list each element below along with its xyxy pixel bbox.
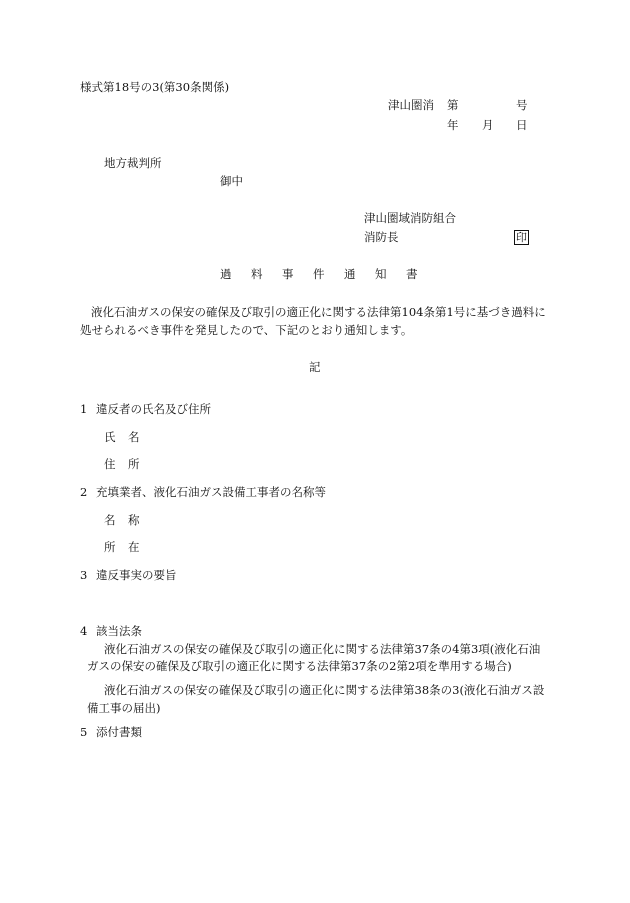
doc-title-char: 通	[344, 267, 356, 281]
item-2-title: 充填業者、液化石油ガス設備工事者の名称等	[96, 485, 326, 499]
date-day: 日	[516, 118, 528, 132]
office-code: 津山圏消	[388, 98, 434, 112]
number-suffix: 号	[516, 98, 528, 112]
date-year: 年	[447, 118, 459, 132]
item-1-name-label-b: 名	[128, 430, 140, 444]
item-5-number: 5	[80, 725, 88, 739]
doc-title-char: 知	[375, 267, 387, 281]
item-4-law-2-line-2: 備工事の届出)	[87, 701, 161, 715]
item-5-title: 添付書類	[96, 725, 142, 739]
sender-title: 消防長	[364, 230, 399, 244]
item-1-number: 1	[80, 402, 88, 416]
seal-mark	[514, 230, 529, 245]
item-2-number: 2	[80, 485, 88, 499]
item-2-location-label-b: 在	[128, 540, 140, 554]
item-1-address-label-a: 住	[104, 457, 116, 471]
item-3-title: 違反事実の要旨	[96, 568, 177, 582]
item-3-number: 3	[80, 568, 88, 582]
item-1-name-label-a: 氏	[104, 430, 116, 444]
item-2-name-label-b: 称	[128, 513, 140, 527]
recipient-court: 地方裁判所	[104, 156, 162, 170]
item-2-name-label-a: 名	[104, 513, 116, 527]
date-month: 月	[482, 118, 494, 132]
item-2-location-label-a: 所	[104, 540, 116, 554]
doc-title-char: 件	[313, 267, 325, 281]
ki-heading: 記	[309, 360, 321, 374]
item-4-law-1-line-1: 液化石油ガスの保安の確保及び取引の適正化に関する法律第37条の4第3項(液化石油	[104, 642, 541, 656]
item-4-law-1-line-2: ガスの保安の確保及び取引の適正化に関する法律第37条の2第2項を準用する場合)	[87, 659, 512, 673]
doc-title-char: 書	[406, 267, 418, 281]
number-prefix: 第	[447, 98, 459, 112]
item-4-title: 該当法条	[96, 624, 142, 638]
form-number: 様式第18号の3(第30条関係)	[80, 80, 230, 94]
doc-title-char: 事	[282, 267, 294, 281]
seal-text: 印	[516, 231, 527, 244]
item-4-law-2-line-1: 液化石油ガスの保安の確保及び取引の適正化に関する法律第38条の3(液化石油ガス設	[104, 683, 545, 697]
intro-line-2: 処せられるべき事件を発見したので、下記のとおり通知します。	[80, 323, 413, 337]
recipient-onchu: 御中	[220, 174, 243, 188]
doc-title-char: 過	[220, 267, 232, 281]
intro-line-1: 液化石油ガスの保安の確保及び取引の適正化に関する法律第104条第1号に基づき過料に	[91, 305, 546, 319]
item-1-title: 違反者の氏名及び住所	[96, 402, 211, 416]
item-4-number: 4	[80, 624, 88, 638]
doc-title-char: 料	[251, 267, 263, 281]
item-1-address-label-b: 所	[128, 457, 140, 471]
sender-organization: 津山圏域消防組合	[364, 211, 456, 225]
